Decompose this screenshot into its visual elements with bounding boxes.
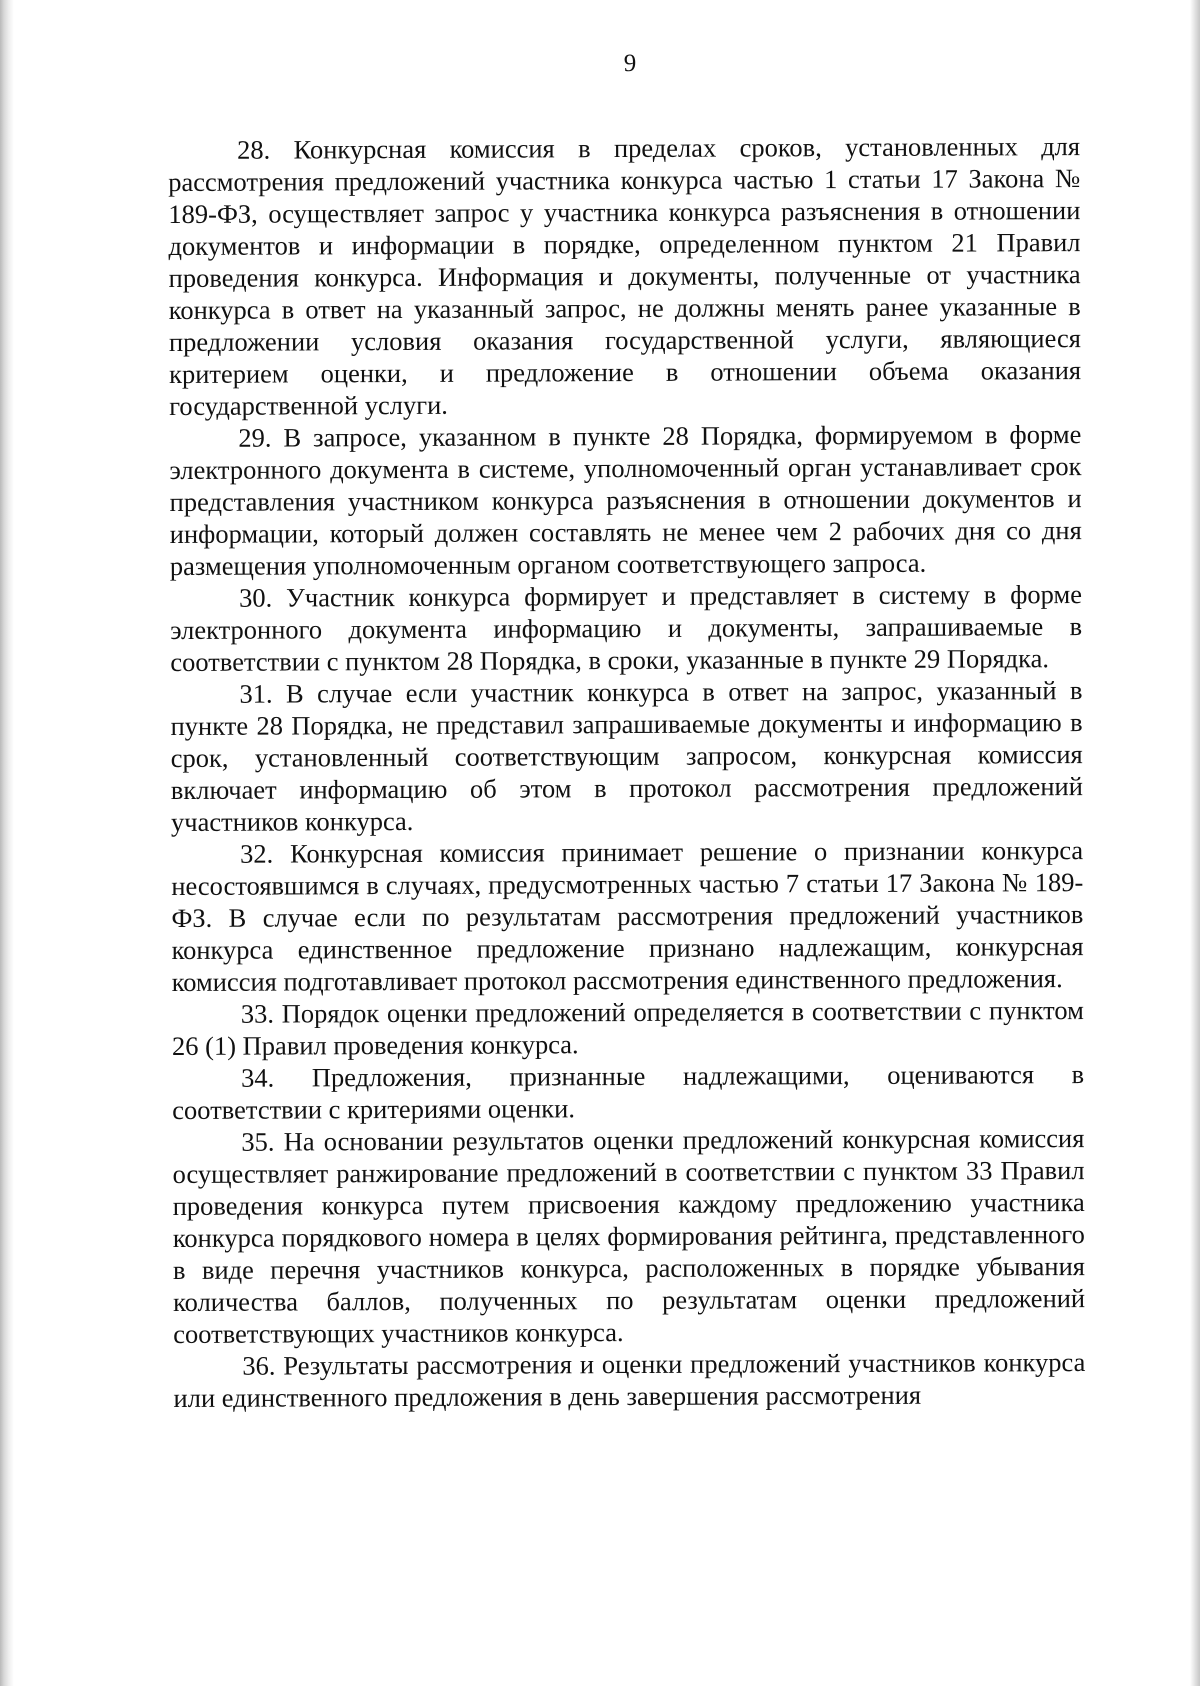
scan-edge-right [1190, 0, 1200, 1686]
paragraph-36: 36. Результаты рассмотрения и оценки предложений участников конкурса или единственного предложения в день завершения рассмотрения [173, 1347, 1086, 1413]
page-number: 9 [623, 50, 637, 77]
paragraph-30: 30. Участник конкурса формирует и представляет в систему в форме электронного документа информацию и документы, запрашиваемые в соответствии с пунктом 28 Порядка, в сроки, указанные в пункте 29 Порядка. [170, 579, 1083, 677]
paragraph-35: 35. На основании результатов оценки предложений конкурсная комиссия осуществляет ранжирование предложений в соответствии с пунктом 33 Правил проведения конкурса путем присвоения каждому предложению участника конкурса порядкового номера в целях формирования рейтинга, представленного в виде перечня участников конкурса, расположенных в порядке убывания количества баллов, полученных по результатам оценки предложений соответствующих участников конкурса. [172, 1123, 1086, 1349]
scan-edge-left [0, 0, 14, 1686]
paragraph-28: 28. Конкурсная комиссия в пределах сроков, установленных для рассмотрения предложений участника конкурса частью 1 статьи 17 Закона № 189-ФЗ, осуществляет запрос у участника конкурса разъяснения в отношении документов и информации в порядке, определенном пунктом 21 Правил проведения конкурса. Информация и документы, полученные от участника конкурса в ответ на указанный запрос, не должны менять ранее указанные в предложении условия оказания государственной услуги, являющиеся критерием оценки, и предложение в отношении объема оказания государственной услуги. [168, 131, 1082, 421]
paragraph-34: 34. Предложения, признанные надлежащими, оцениваются в соответствии с критериями оценки. [172, 1059, 1085, 1125]
paragraph-33: 33. Порядок оценки предложений определяется в соответствии с пунктом 26 (1) Правил проведения конкурса. [171, 995, 1084, 1061]
paragraph-32: 32. Конкурсная комиссия принимает решение о признании конкурса несостоявшимся в случаях, предусмотренных частью 7 статьи 17 Закона № 189-ФЗ. В случае если по результатам рассмотрения предложений участников конкурса единственное предложение признано надлежащим, конкурсная комиссия подготавливает протокол рассмотрения единственного предложения. [171, 835, 1084, 997]
paragraph-31: 31. В случае если участник конкурса в ответ на запрос, указанный в пункте 28 Порядка, не представил запрашиваемые документы и информацию в срок, установленный соответствующим запросом, конкурсная комиссия включает информацию об этом в протокол рассмотрения предложений участников конкурса. [170, 675, 1083, 837]
paragraph-29: 29. В запросе, указанном в пункте 28 Порядка, формируемом в форме электронного документа в системе, уполномоченный орган устанавливает срок представления участником конкурса разъяснения в отношении документов и информации, который должен составлять не менее чем 2 рабочих дня со дня размещения уполномоченным органом соответствующего запроса. [169, 419, 1082, 581]
document-body [168, 130, 1086, 1414]
